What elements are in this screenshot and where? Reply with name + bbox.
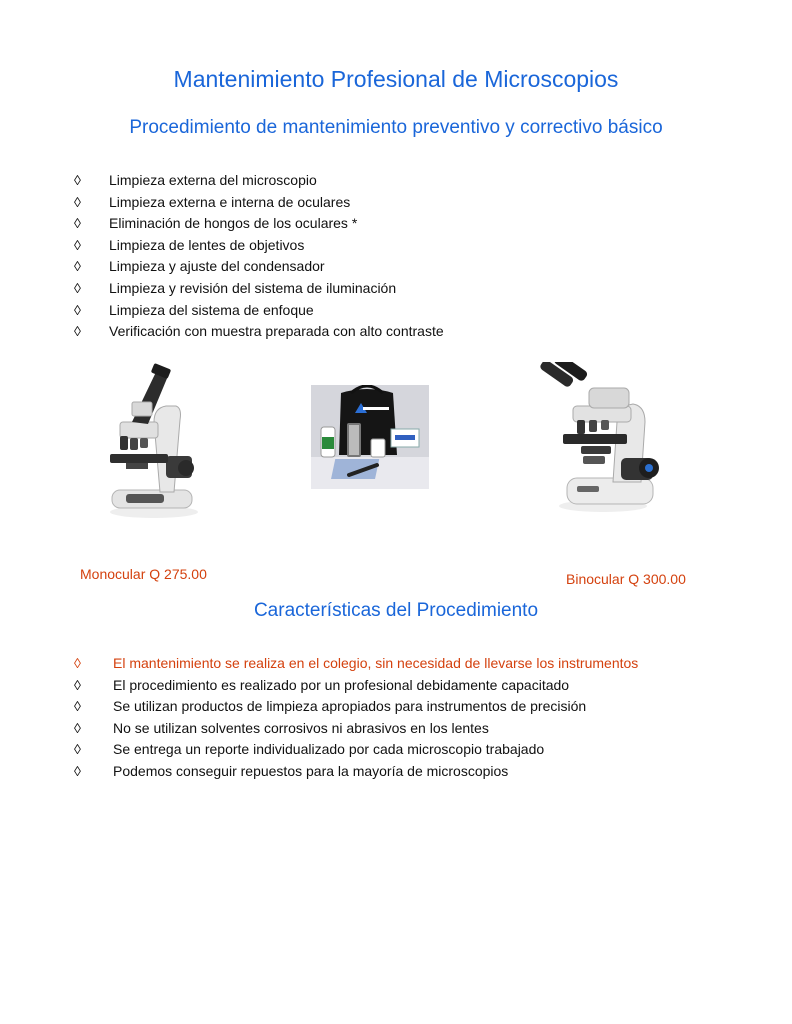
diamond-bullet-icon: ◊: [74, 236, 81, 253]
diamond-bullet-icon: ◊: [74, 655, 81, 671]
page-title: Mantenimiento Profesional de Microscopios: [173, 66, 619, 92]
diamond-bullet-icon: ◊: [74, 741, 81, 758]
diamond-bullet-icon: ◊: [74, 301, 81, 318]
diamond-bullet-icon: ◊: [74, 215, 81, 232]
diamond-bullet-icon: ◊: [74, 258, 81, 275]
diamond-bullet-icon: ◊: [74, 762, 81, 779]
binocular-microscope-image: [533, 362, 663, 514]
maintenance-kit-image: [311, 385, 429, 489]
binocular-price: Binocular Q 300.00: [566, 571, 686, 587]
diamond-bullet-icon: ◊: [74, 193, 81, 210]
diamond-bullet-icon: ◊: [74, 698, 81, 715]
diamond-bullet-icon: ◊: [74, 719, 81, 736]
diamond-bullet-icon: ◊: [74, 172, 81, 188]
page-subtitle: Procedimiento de mantenimiento preventivo y correctivo básico: [129, 117, 663, 138]
monocular-price: Monocular Q 275.00: [80, 566, 207, 582]
diamond-bullet-icon: ◊: [74, 323, 81, 340]
diamond-bullet-icon: ◊: [74, 279, 81, 296]
monocular-microscope-image: [102, 362, 202, 522]
diamond-bullet-icon: ◊: [74, 676, 81, 693]
characteristics-heading: Características del Procedimiento: [253, 600, 539, 621]
